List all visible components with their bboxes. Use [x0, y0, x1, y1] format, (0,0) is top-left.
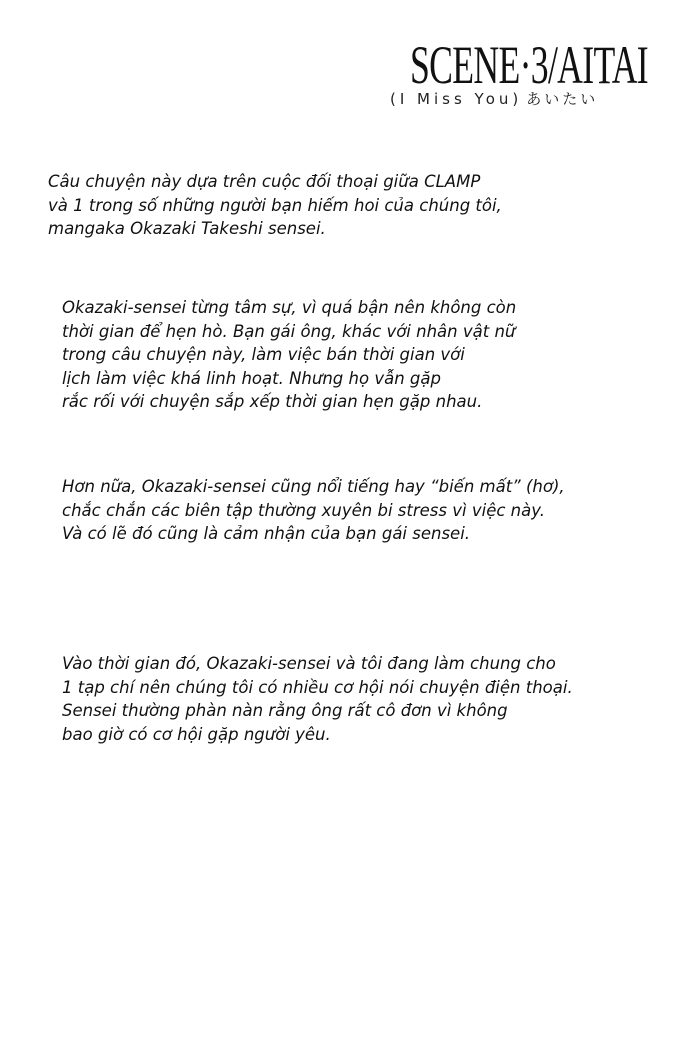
text-line: bao giờ có cơ hội gặp người yêu. — [62, 724, 331, 744]
text-line: và 1 trong số những người bạn hiếm hoi của chúng tôi, — [48, 195, 502, 215]
text-line: Và có lẽ đó cũng là cảm nhận của bạn gái sensei. — [62, 524, 471, 544]
text-line: Okazaki-sensei từng tâm sự, vì quá bận nên không còn — [62, 298, 517, 317]
text-line: trong câu chuyện này, làm việc bán thời gian với — [62, 345, 465, 365]
text-line: Sensei thường phàn nàn rằng ông rất cô đơn vì không — [62, 701, 508, 721]
text-line: Câu chuyện này dựa trên cuộc đối thoại giữa CLAMP — [48, 172, 481, 191]
text-line: mangaka Okazaki Takeshi sensei. — [48, 219, 326, 239]
text-line: rắc rối với chuyện sắp xếp thời gian hẹn gặp nhau. — [62, 392, 483, 412]
subtitle-japanese: あいたい — [526, 90, 599, 108]
text-line: thời gian để hẹn hò. Bạn gái ông, khác với nhân vật nữ — [62, 321, 516, 341]
text-line: Hơn nữa, Okazaki-sensei cũng nổi tiếng hay “biến mất” (hơ), — [62, 477, 565, 496]
paragraph-intro — [48, 170, 502, 241]
scene-title: SCENE·3/AITAI — [410, 35, 649, 95]
paragraph-disappear — [62, 475, 565, 546]
paragraph-dating — [62, 296, 516, 414]
paragraph-phone — [62, 652, 573, 746]
text-line: 1 tạp chí nên chúng tôi có nhiều cơ hội nói chuyện điện thoại. — [62, 677, 573, 697]
text-line: Vào thời gian đó, Okazaki-sensei và tôi đang làm chung cho — [62, 654, 556, 673]
subtitle-english: (I Miss You) — [390, 90, 523, 108]
text-line: lịch làm việc khá linh hoạt. Nhưng họ vẫn gặp — [62, 368, 441, 388]
scene-subtitle — [390, 88, 598, 109]
text-line: chắc chắn các biên tập thường xuyên bi stress vì việc này. — [62, 500, 545, 520]
